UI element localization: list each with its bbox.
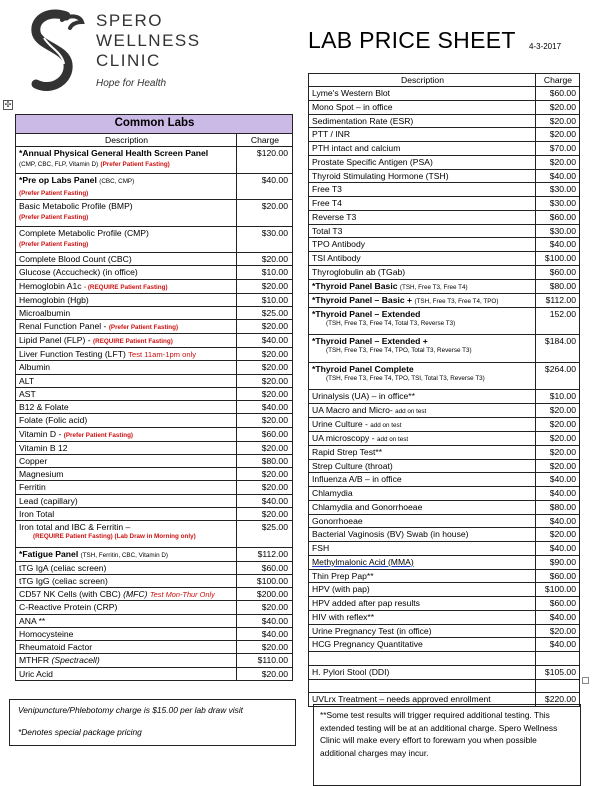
table-row	[309, 169, 580, 183]
lab-note: (Prefer Patient Fasting)	[63, 431, 134, 439]
lab-components: (TSH, Free T3, Free T4, TPO, Total T3, Reverse T3)	[326, 347, 472, 354]
table-row	[16, 441, 293, 454]
lab-name: Chlamydia and Gonorrhoeae	[309, 500, 536, 514]
table-row	[309, 487, 580, 501]
table-row	[309, 638, 580, 652]
lab-charge: $20.00	[237, 441, 293, 454]
lab-name: Free T4	[309, 197, 536, 211]
lab-note: Test Mon-Thur Only	[149, 590, 215, 599]
table-row	[309, 583, 580, 597]
lab-name: Hemoglobin A1c	[19, 280, 82, 291]
lab-charge: $40.00	[536, 238, 580, 252]
table-row	[309, 183, 580, 197]
lab-charge: $30.00	[536, 197, 580, 211]
lab-charge: $80.00	[536, 279, 580, 293]
lab-note: (REQUIRE Patient Fasting) (Lab Draw in Morning only)	[33, 533, 196, 540]
table-row	[16, 507, 293, 520]
lab-charge: $20.00	[536, 431, 580, 445]
lab-charge: $20.00	[237, 507, 293, 520]
lab-note: (Prefer Patient Fasting)	[19, 240, 89, 248]
lab-name: HPV added after pap results	[309, 597, 536, 611]
table-row	[16, 574, 293, 587]
table-row	[309, 390, 580, 404]
lab-name: Complete Blood Count (CBC)	[16, 253, 237, 266]
lab-name: Albumin	[16, 361, 237, 374]
lab-name: Total T3	[309, 224, 536, 238]
lab-name: AST	[16, 387, 237, 400]
column-header-description: Description	[16, 134, 237, 147]
table-row	[309, 473, 580, 487]
table-row	[309, 210, 580, 224]
lab-charge: $60.00	[237, 561, 293, 574]
table-move-handle-icon[interactable]: ✣	[4, 100, 12, 109]
lab-charge: $70.00	[536, 142, 580, 156]
lab-name: Sedimentation Rate (ESR)	[309, 114, 536, 128]
lab-name: Urinalysis (UA) – in office**	[309, 390, 536, 404]
lab-charge: $40.00	[536, 169, 580, 183]
table-row	[16, 387, 293, 400]
lab-charge: $20.00	[237, 253, 293, 266]
lab-charge: $20.00	[536, 417, 580, 431]
table-row	[16, 306, 293, 319]
table-row	[309, 307, 580, 335]
column-header-charge: Charge	[237, 134, 293, 147]
lab-charge: $40.00	[536, 487, 580, 501]
lab-charge: $20.00	[536, 128, 580, 142]
lab-components: add on test	[395, 407, 427, 415]
lab-name: *Thyroid Panel Basic	[312, 280, 398, 291]
table-row	[16, 561, 293, 574]
lab-charge: $264.00	[536, 362, 580, 390]
lab-charge: $40.00	[237, 627, 293, 640]
lab-name: ANA **	[16, 614, 237, 627]
lab-charge: $20.00	[536, 100, 580, 114]
clinic-name-line3: CLINIC	[96, 51, 161, 70]
lab-name: Complete Metabolic Profile (CMP)	[19, 227, 149, 238]
table-row	[16, 293, 293, 306]
lab-name: Ferritin	[16, 481, 237, 494]
lab-name: Vitamin D -	[19, 428, 62, 439]
lab-name: TPO Antibody	[309, 238, 536, 252]
lab-name: Uric Acid	[16, 667, 237, 680]
lab-name: HIV with reflex**	[309, 610, 536, 624]
lab-name: Thyroid Stimulating Hormone (TSH)	[309, 169, 536, 183]
lab-charge	[536, 679, 580, 693]
table-row	[16, 226, 293, 253]
lab-name: HPV (with pap)	[309, 583, 536, 597]
lab-name: tTG IgA (celiac screen)	[16, 561, 237, 574]
lab-charge: $20.00	[536, 624, 580, 638]
lab-charge: $60.00	[536, 597, 580, 611]
common-labs-title: Common Labs	[16, 115, 293, 134]
lab-name: C-Reactive Protein (CRP)	[16, 601, 237, 614]
table-row	[309, 445, 580, 459]
lab-name: H. Pylori Stool (DDI)	[309, 665, 536, 679]
lab-charge: $20.00	[237, 361, 293, 374]
lab-charge: $40.00	[237, 401, 293, 414]
venipuncture-note-box	[9, 699, 296, 746]
lab-charge: $90.00	[536, 555, 580, 569]
lab-note: (Prefer Patient Fasting)	[108, 324, 179, 331]
lab-components: (TSH, Free T3, Free T4, TPO)	[414, 297, 499, 305]
additional-testing-note-box	[313, 704, 581, 786]
lab-name: tTG IgG (celiac screen)	[16, 574, 237, 587]
table-row	[16, 494, 293, 507]
lab-name: ALT	[16, 374, 237, 387]
lab-note: (Prefer Patient Fasting)	[19, 214, 89, 221]
lab-name: Magnesium	[16, 468, 237, 481]
lab-name: *Pre op Labs Panel	[19, 174, 97, 185]
table-row	[309, 597, 580, 611]
table-row	[16, 547, 293, 561]
lab-note: (REQUIRE Patient Fasting)	[93, 338, 173, 345]
lab-components: (TSH, Free T3, Free T4)	[399, 283, 468, 291]
bird-s-logo-icon	[22, 8, 92, 100]
table-row	[309, 279, 580, 293]
lab-name	[309, 679, 536, 693]
table-row	[309, 403, 580, 417]
lab-charge: $20.00	[237, 348, 293, 361]
lab-charge: $20.00	[536, 528, 580, 542]
lab-name: CD57 NK Cells (with CBC)	[19, 589, 121, 599]
table-row	[309, 514, 580, 528]
lab-charge: $105.00	[536, 665, 580, 679]
lab-name: *Thyroid Panel – Basic +	[312, 294, 413, 305]
lab-name: *Fatigue Panel	[19, 548, 79, 559]
table-row	[309, 128, 580, 142]
lab-name: FSH	[309, 542, 536, 556]
lab-name: Iron Total	[16, 507, 237, 520]
table-row	[309, 665, 580, 679]
table-row	[16, 468, 293, 481]
lab-charge: $20.00	[536, 445, 580, 459]
lab-name: Gonorrhoeae	[309, 514, 536, 528]
table-row	[309, 87, 580, 101]
clinic-tagline: Hope for Health	[96, 78, 167, 89]
table-row	[16, 627, 293, 640]
table-row	[16, 320, 293, 334]
table-row	[16, 521, 293, 548]
lab-name: Strep Culture (throat)	[309, 459, 536, 473]
table-row	[16, 266, 293, 279]
lab-components: (CMP, CBC, FLP, Vitamin D)	[19, 161, 99, 168]
lab-charge: $30.00	[536, 183, 580, 197]
lab-charge: $20.00	[536, 459, 580, 473]
lab-charge: $60.00	[536, 87, 580, 101]
lab-name: Hemoglobin (Hgb)	[16, 293, 237, 306]
table-row	[16, 361, 293, 374]
lab-name: Thin Prep Pap**	[309, 569, 536, 583]
table-row	[16, 414, 293, 427]
lab-name: Vitamin B 12	[16, 441, 237, 454]
lab-method: (Spectracell)	[51, 655, 100, 666]
table-row	[309, 293, 580, 307]
table-row	[309, 542, 580, 556]
column-header-charge: Charge	[536, 74, 580, 87]
lab-note: (Prefer Patient Fasting)	[100, 161, 170, 168]
lab-charge: $25.00	[237, 306, 293, 319]
lab-charge: $20.00	[237, 468, 293, 481]
lab-name: Glucose (Accucheck) (in office)	[16, 266, 237, 279]
table-row	[309, 238, 580, 252]
lab-name: Free T3	[309, 183, 536, 197]
lab-charge: $60.00	[237, 427, 293, 441]
table-row	[16, 588, 293, 601]
table-row	[309, 155, 580, 169]
lab-name: Basic Metabolic Profile (BMP)	[19, 201, 133, 211]
lab-name: HCG Pregnancy Quantitative	[309, 638, 536, 652]
lab-components: add on test	[376, 435, 409, 443]
lab-charge: $112.00	[536, 293, 580, 307]
lab-charge: $40.00	[237, 614, 293, 627]
table-row	[309, 624, 580, 638]
lab-charge: $20.00	[237, 200, 293, 227]
lab-charge: $100.00	[536, 252, 580, 266]
lab-name: Homocysteine	[16, 627, 237, 640]
lab-name: B12 & Folate	[16, 401, 237, 414]
lab-charge: $40.00	[536, 514, 580, 528]
table-row	[16, 279, 293, 293]
table-row	[309, 610, 580, 624]
lab-charge: 152.00	[536, 307, 580, 335]
table-row	[16, 614, 293, 627]
table-row	[309, 569, 580, 583]
lab-name: Thyroglobulin ab (TGab)	[309, 265, 536, 279]
table-row	[309, 197, 580, 211]
lab-name: Urine Pregnancy Test (in office)	[309, 624, 536, 638]
lab-name: Renal Function Panel -	[19, 321, 107, 331]
lab-charge: $30.00	[237, 226, 293, 253]
lab-charge: $20.00	[237, 667, 293, 680]
lab-name: UVLrx Treatment – needs approved enrollment	[309, 693, 536, 707]
table-row	[16, 481, 293, 494]
lab-charge: $20.00	[237, 320, 293, 334]
table-row-empty	[309, 652, 580, 666]
table-row	[16, 200, 293, 227]
lab-components: (TSH, Free T3, Free T4, Total T3, Reverse T3)	[326, 319, 456, 327]
lab-name	[309, 652, 536, 666]
table-row	[16, 601, 293, 614]
page-title: LAB PRICE SHEET	[308, 27, 516, 53]
table-row	[309, 417, 580, 431]
table-row	[309, 431, 580, 445]
lab-name: Liver Function Testing (LFT)	[19, 349, 126, 359]
table-row-empty	[309, 679, 580, 693]
clinic-logo	[22, 8, 202, 98]
lab-components: (CBC, CMP)	[99, 177, 135, 185]
lab-name: Microalbumin	[16, 306, 237, 319]
table-row	[309, 114, 580, 128]
table-row	[16, 667, 293, 680]
venipuncture-note: Venipuncture/Phlebotomy charge is $15.00 per lab draw visit	[18, 705, 244, 715]
lab-charge: $112.00	[237, 547, 293, 561]
lab-name: Bacterial Vaginosis (BV) Swab (in house)	[309, 528, 536, 542]
lab-name: *Thyroid Panel – Extended +	[312, 336, 428, 346]
lab-charge: $40.00	[536, 610, 580, 624]
lab-charge: $200.00	[237, 588, 293, 601]
lab-note: (Prefer Patient Fasting)	[19, 189, 89, 197]
table-row	[309, 335, 580, 363]
lab-name: PTH intact and calcium	[309, 142, 536, 156]
lab-charge: $100.00	[237, 574, 293, 587]
other-labs-table	[308, 73, 580, 707]
lab-name: UA microscopy -	[312, 432, 375, 443]
lab-name: Prostate Specific Antigen (PSA)	[309, 155, 536, 169]
lab-name: Reverse T3	[309, 210, 536, 224]
lab-name: *Thyroid Panel – Extended	[312, 308, 421, 319]
lab-charge: $20.00	[237, 601, 293, 614]
lab-charge: $20.00	[237, 641, 293, 654]
lab-name: Mono Spot – in office	[309, 100, 536, 114]
table-row	[16, 401, 293, 414]
lab-charge: $120.00	[237, 147, 293, 174]
lab-charge: $110.00	[237, 654, 293, 667]
table-row	[309, 265, 580, 279]
lab-name: Influenza A/B – in office	[309, 473, 536, 487]
lab-name: Chlamydia	[309, 487, 536, 501]
table-row	[309, 142, 580, 156]
table-row	[309, 500, 580, 514]
lab-charge: $10.00	[536, 390, 580, 404]
table-row	[16, 334, 293, 348]
column-header-description: Description	[309, 74, 536, 87]
lab-name: PTT / INR	[309, 128, 536, 142]
lab-name: Lead (capillary)	[16, 494, 237, 507]
table-row	[16, 147, 293, 174]
lab-charge: $20.00	[237, 414, 293, 427]
lab-name: MTHFR	[19, 655, 50, 666]
lab-charge: $20.00	[237, 279, 293, 293]
lab-name: Iron total and IBC & Ferritin –	[19, 522, 131, 532]
special-pricing-note: *Denotes special package pricing	[18, 727, 142, 737]
lab-charge: $40.00	[237, 173, 293, 200]
lab-charge: $60.00	[536, 265, 580, 279]
table-row	[309, 224, 580, 238]
lab-charge: $100.00	[536, 583, 580, 597]
lab-name: Folate (Folic acid)	[16, 414, 237, 427]
lab-charge: $40.00	[536, 638, 580, 652]
lab-charge: $25.00	[237, 521, 293, 548]
table-row	[16, 253, 293, 266]
table-row	[16, 454, 293, 467]
lab-charge: $20.00	[536, 155, 580, 169]
lab-components: (TSH, Ferritin, CBC, Vitamin D)	[80, 551, 168, 559]
additional-testing-note: **Some test results will trigger required additional testing. This extended testing will be at an additional charge. Spero Wellness Clinic will make every effort to forewarn you when possible additional charges may incur.	[320, 710, 558, 758]
lab-name: Rheumatoid Factor	[16, 641, 237, 654]
lab-charge: $184.00	[536, 335, 580, 363]
lab-charge: $20.00	[237, 374, 293, 387]
clinic-name-line2: WELLNESS	[96, 31, 201, 50]
lab-note: - (REQUIRE Patient Fasting)	[83, 283, 168, 291]
lab-charge: $20.00	[237, 481, 293, 494]
lab-charge: $80.00	[237, 454, 293, 467]
lab-name: Lipid Panel (FLP) -	[19, 335, 91, 345]
lab-charge: $220.00	[536, 693, 580, 707]
lab-name: Methylmalonic Acid (MMA)	[309, 555, 536, 569]
table-row	[309, 528, 580, 542]
table-row	[16, 654, 293, 667]
table-resize-handle-icon[interactable]	[582, 677, 589, 684]
lab-name: Copper	[16, 454, 237, 467]
lab-name: *Thyroid Panel Complete	[312, 363, 414, 374]
lab-components: add on test	[370, 421, 402, 429]
lab-name: Rapid Strep Test**	[309, 445, 536, 459]
lab-components: (TSH, Free T3, Free T4, TPO, TSI, Total T3, Reverse T3)	[326, 374, 485, 382]
lab-charge: $10.00	[237, 266, 293, 279]
lab-name: *Annual Physical General Health Screen Panel	[19, 148, 209, 158]
lab-charge	[536, 652, 580, 666]
lab-charge: $20.00	[536, 114, 580, 128]
lab-charge: $60.00	[536, 569, 580, 583]
lab-charge: $40.00	[536, 473, 580, 487]
table-row	[309, 362, 580, 390]
table-row	[309, 100, 580, 114]
table-row	[16, 173, 293, 200]
lab-name: TSI Antibody	[309, 252, 536, 266]
lab-method: (MFC)	[123, 589, 148, 599]
lab-charge: $40.00	[237, 494, 293, 507]
table-row	[16, 641, 293, 654]
lab-name: Urine Culture -	[312, 418, 368, 429]
table-row	[16, 374, 293, 387]
page-date: 4-3-2017	[529, 42, 562, 51]
lab-charge: $10.00	[237, 293, 293, 306]
lab-charge: $30.00	[536, 224, 580, 238]
table-row	[309, 252, 580, 266]
lab-charge: $20.00	[536, 403, 580, 417]
lab-charge: $20.00	[237, 387, 293, 400]
common-labs-table	[15, 114, 293, 681]
table-row	[16, 427, 293, 441]
lab-charge: $80.00	[536, 500, 580, 514]
table-row	[309, 459, 580, 473]
lab-name: UA Macro and Micro-	[312, 404, 393, 415]
lab-note: Test 11am-1pm only	[128, 350, 197, 359]
lab-charge: $40.00	[237, 334, 293, 348]
lab-charge: $40.00	[536, 542, 580, 556]
table-row	[309, 555, 580, 569]
table-row	[16, 348, 293, 361]
lab-name: Lyme's Western Blot	[309, 87, 536, 101]
lab-charge: $60.00	[536, 210, 580, 224]
clinic-name-line1: SPERO	[96, 11, 164, 30]
